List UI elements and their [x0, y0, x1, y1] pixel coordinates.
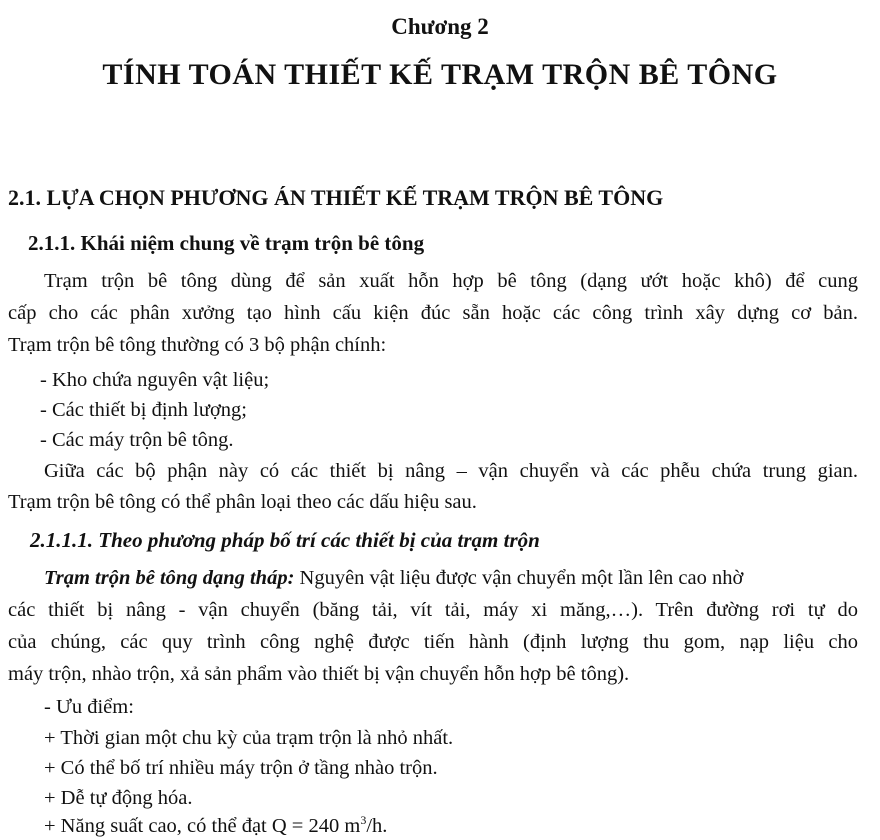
paragraph-line: Trạm trộn bê tông có thể phân loại theo các dấu hiệu sau. [8, 491, 477, 513]
paragraph-line: máy trộn, nhào trộn, xả sản phẩm vào thiết bị vận chuyển hỗn hợp bê tông). [8, 663, 630, 685]
tower-line-rest: Nguyên vật liệu được vận chuyển một lần lên cao nhờ [294, 567, 744, 589]
list-item: + Có thể bố trí nhiều máy trộn ở tầng nhào trộn. [44, 757, 438, 779]
paragraph-line [44, 568, 743, 589]
list-item: + Dễ tự động hóa. [44, 787, 193, 809]
list-item: - Các thiết bị định lượng; [40, 399, 247, 421]
section-heading-2-1-1: 2.1.1. Khái niệm chung về trạm trộn bê tông [28, 231, 425, 255]
list-item [44, 813, 388, 837]
paragraph-line: Giữa các bộ phận này có các thiết bị nâng – vận chuyển và các phễu chứa trung gian. [44, 460, 858, 482]
tower-lead-term: Trạm trộn bê tông dạng tháp: [44, 567, 295, 589]
chapter-title: TÍNH TOÁN THIẾT KẾ TRẠM TRỘN BÊ TÔNG [102, 58, 778, 91]
capacity-text: + Năng suất cao, có thể đạt Q = 240 m [44, 815, 361, 837]
paragraph-line: các thiết bị nâng - vận chuyển (băng tải, vít tải, máy xi măng,…). Trên đường rơi tự do [8, 599, 858, 621]
section-heading-2-1: 2.1. LỰA CHỌN PHƯƠNG ÁN THIẾT KẾ TRẠM TRỘN BÊ TÔNG [8, 185, 664, 210]
list-item: - Kho chứa nguyên vật liệu; [40, 369, 270, 391]
paragraph-line: cấp cho các phân xưởng tạo hình cấu kiện đúc sẵn hoặc các công trình xây dựng cơ bản. [8, 302, 858, 324]
list-item: + Thời gian một chu kỳ của trạm trộn là nhỏ nhất. [44, 727, 454, 749]
advantages-label: - Ưu điểm: [44, 696, 134, 718]
section-heading-2-1-1-1: 2.1.1.1. Theo phương pháp bố trí các thiết bị của trạm trộn [30, 528, 540, 552]
chapter-label: Chương 2 [391, 14, 489, 39]
paragraph-line: Trạm trộn bê tông thường có 3 bộ phận chính: [8, 334, 387, 356]
list-item: - Các máy trộn bê tông. [40, 429, 234, 451]
paragraph-line: của chúng, các quy trình công nghệ được tiến hành (định lượng thu gom, nạp liệu cho [8, 631, 858, 653]
capacity-unit-suffix: /h. [366, 815, 388, 837]
capacity-exponent: 3 [360, 813, 367, 827]
paragraph-line: Trạm trộn bê tông dùng để sản xuất hỗn hợp bê tông (dạng ướt hoặc khô) để cung [44, 270, 858, 292]
